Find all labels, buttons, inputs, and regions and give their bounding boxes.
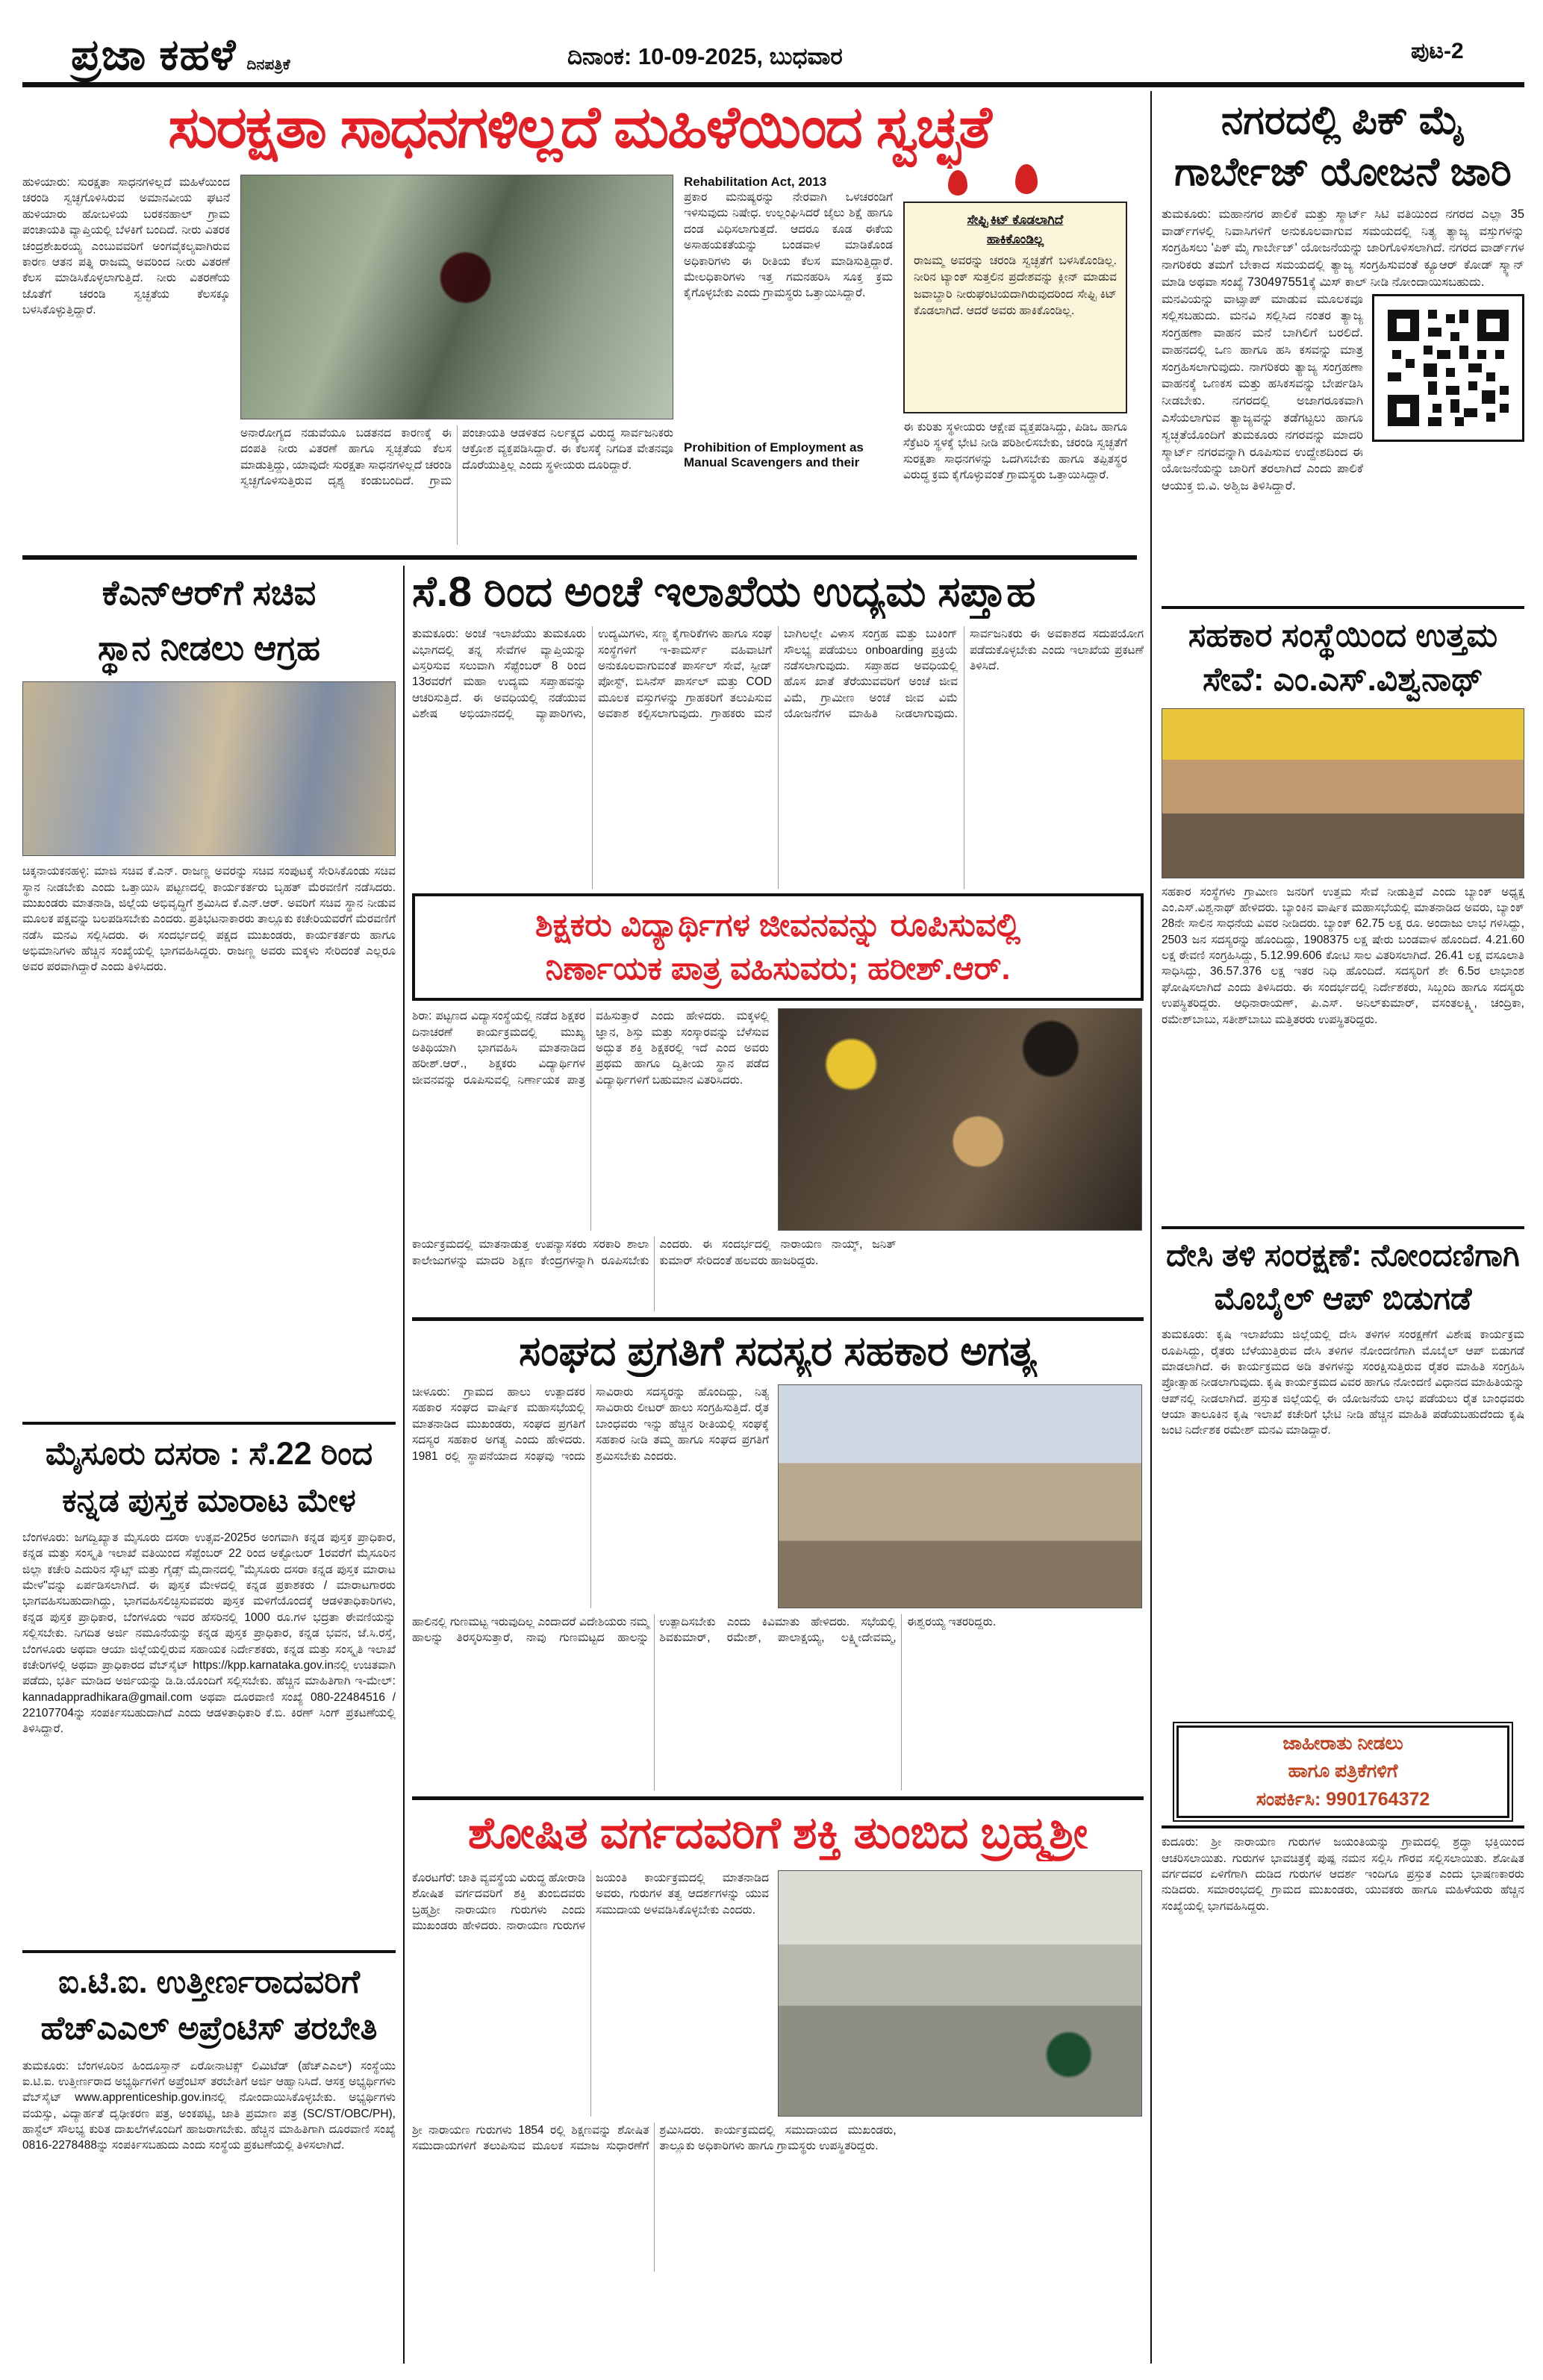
- article-postal: [412, 566, 1144, 889]
- sangha-body-bottom: ಹಾಲಿನಲ್ಲಿ ಗುಣಮಟ್ಟ ಇರುವುದಿಲ್ಲ ಎಂದಾದರೆ ವಿದೇಶಿಯರು ನಮ್ಮ ಹಾಲನ್ನು ತಿರಸ್ಕರಿಸುತ್ತಾರೆ, ನಾವು ಗುಣಮಟ್ಟದ ಹಾಲನ್ನು ಉತ್ಪಾದಿಸಬೇಕು ಎಂದು ಕಿವಿಮಾತು ಹೇಳಿದರು. ಸಭೆಯಲ್ಲಿ ಶಿವಕುಮಾರ್, ರಮೇಶ್, ಪಾಲಾಕ್ಷಯ್ಯ, ಲಕ್ಷ್ಮೀದೇವಮ್ಮ, ಈಶ್ವರಯ್ಯ ಇತರರಿದ್ದರು.: [412, 1616, 997, 1645]
- article-knr: [22, 566, 396, 1416]
- sangha-body-left: ಚೀಳೂರು: ಗ್ರಾಮದ ಹಾಲು ಉತ್ಪಾದಕರ ಸಹಕಾರ ಸಂಘದ ವಾರ್ಷಿಕ ಮಹಾಸಭೆಯಲ್ಲಿ ಮಾತನಾಡಿದ ಮುಖಂಡರು, ಸಂಘದ ಪ್ರಗತಿಗೆ ಸದಸ್ಯರ ಸಹಕಾರ ಅಗತ್ಯ ಎಂದು ಹೇಳಿದರು. 1981 ರಲ್ಲಿ ಸ್ಥಾಪನೆಯಾದ ಸಂಘವು ಇಂದು ಸಾವಿರಾರು ಸದಸ್ಯರನ್ನು ಹೊಂದಿದ್ದು, ನಿತ್ಯ ಸಾವಿರಾರು ಲೀಟರ್ ಹಾಲು ಸಂಗ್ರಹಿಸುತ್ತಿದೆ. ರೈತ ಬಾಂಧವರು ಇನ್ನು ಹೆಚ್ಚಿನ ರೀತಿಯಲ್ಲಿ ಸಂಘಕ್ಕೆ ಸಹಕಾರ ನೀಡಿ ತಮ್ಮ ಹಾಗೂ ಸಂಘದ ಪ್ರಗತಿಗೆ ಶ್ರಮಿಸಬೇಕು ಎಂದರು.: [412, 1386, 769, 1463]
- infobox-title-line2: ಹಾಕಿಕೊಂಡಿಲ್ಲ: [986, 231, 1044, 246]
- left-column: [22, 566, 396, 2379]
- article-coop: [1162, 606, 1524, 1222]
- masthead: [71, 30, 290, 81]
- edition-date: ದಿನಾಂಕ: 10-09-2025, ಬುಧವಾರ: [567, 43, 843, 69]
- lead-body-col5: ಈ ಕುರಿತು ಸ್ಥಳೀಯರು ಆಕ್ಷೇಪ ವ್ಯಕ್ತಪಡಿಸಿದ್ದು, ಪಿಡಿಒ ಹಾಗೂ ಸೆಕ್ರೆಟರಿ ಸ್ಥಳಕ್ಕೆ ಭೇಟಿ ನೀಡಿ ಪರಿಶೀಲಿಸಬೇಕು, ಚರಂಡಿ ಸ್ವಚ್ಛತೆಗೆ ಸುರಕ್ಷತಾ ಸಾಧನಗಳನ್ನು ಒದಗಿಸಬೇಕು ಹಾಗೂ ತಪ್ಪಿತಸ್ಥರ ವಿರುದ್ಧ ಕ್ರಮ ಕೈಗೊಳ್ಳುವಂತೆ ಗ್ರಾಮಸ್ಥರು ಒತ್ತಾಯಿಸಿದ್ದಾರೆ.: [903, 421, 1127, 482]
- pickmy-body2: ಮನವಿಯನ್ನು ವಾಟ್ಸಾಪ್ ಮಾಡುವ ಮೂಲಕವೂ ಸಲ್ಲಿಸಬಹುದು. ಮನವಿ ಸಲ್ಲಿಸಿದ ನಂತರ ತ್ಯಾಜ್ಯ ಸಂಗ್ರಹಣಾ ವಾಹನ ಮನೆ ಬಾಗಿಲಿಗೆ ಬರಲಿದೆ. ವಾಹನದಲ್ಲಿ ಒಣ ಹಾಗೂ ಹಸಿ ಕಸವನ್ನು ಮಾತ್ರ ಸಂಗ್ರಹಿಸಲಾಗುವುದು. ನಾಗರಿಕರು ತ್ಯಾಜ್ಯ ಸಂಗ್ರಹಣಾ ವಾಹನಕ್ಕೆ ಒಣಕಸ ಮತ್ತು ಹಸಿಕಸವನ್ನು ಬೇರ್ಪಡಿಸಿ ನೀಡಬೇಕು. ನಗರದಲ್ಲಿ ಅಜಾಗರೂಕವಾಗಿ ಎಸೆಯಲಾಗುವ ತ್ಯಾಜ್ಯವನ್ನು ತಡೆಗಟ್ಟಲು ಹಾಗೂ ಸ್ವಚ್ಛತೆಯೊಂದಿಗೆ ತುಮಕೂರು ನಗರವನ್ನು ಮಾದರಿ ಸ್ಮಾರ್ಟ್ ನಗರವನ್ನಾಗಿ ರೂಪಿಸುವ ಉದ್ದೇಶದಿಂದ ಈ ಯೋಜನೆಯನ್ನು ಜಾರಿಗೆ ತರಲಾಗಿದೆ ಎಂದು ಪಾಲಿಕೆ ಆಯುಕ್ತ ಬಿ.ವಿ. ಅಶ್ವಿಜ ತಿಳಿಸಿದ್ದಾರೆ.: [1162, 292, 1363, 493]
- coop-headline: ಸಹಕಾರ ಸಂಸ್ಥೆಯಿಂದ ಉತ್ತಮ ಸೇವೆ: ಎಂ.ಎಸ್.ವಿಶ್ವನಾಥ್: [1188, 616, 1498, 699]
- article-teachers: [412, 1008, 1144, 1231]
- article-brahma: [412, 1796, 1144, 2272]
- brahma-headline: ಶೋಷಿತ ವರ್ಗದವರಿಗೆ ಶಕ್ತಿ ತುಂಬಿದ ಬ್ರಹ್ಮಶ್ರೀ: [467, 1808, 1088, 1858]
- lead-english-act: Rehabilitation Act, 2013: [684, 175, 827, 189]
- knr-headline: ಕೆಎನ್‌ಆರ್‌ಗೆ ಸಚಿವ ಸ್ಥಾನ ನೀಡಲು ಆಗ್ರಹ: [97, 573, 321, 667]
- masthead-rule: [22, 82, 1524, 87]
- postal-headline: ಸೆ.8 ರಿಂದ ಅಂಚೆ ಇಲಾಖೆಯ ಉದ್ಯಮ ಸಪ್ತಾಹ: [412, 568, 1036, 616]
- infobox-title-line1: ಸೇಫ್ಟಿ ಕಿಟ್ ಕೊಡಲಾಗಿದೆ: [967, 213, 1064, 227]
- desi-headline: ದೇಸಿ ತಳಿ ಸಂರಕ್ಷಣೆ: ನೋಂದಣಿಗಾಗಿ ಮೊಬೈಲ್ ಆಪ್ ಬಿಡುಗಡೆ: [1166, 1237, 1520, 1317]
- advertisement-box: [1176, 1725, 1509, 1818]
- teachers-body-bottom: ಕಾರ್ಯಕ್ರಮದಲ್ಲಿ ಮಾತನಾಡುತ್ತ ಉಪನ್ಯಾಸಕರು ಸರಕಾರಿ ಶಾಲಾ ಕಾಲೇಜುಗಳನ್ನು ಮಾದರಿ ಶಿಕ್ಷಣ ಕೇಂದ್ರಗಳನ್ನಾಗಿ ರೂಪಿಸಬೇಕು ಎಂದರು. ಈ ಸಂದರ್ಭದಲ್ಲಿ ನಾರಾಯಣ ನಾಯ್ಕ್, ಜನಿತ್ ಕುಮಾರ್ ಸೇರಿದಂತೆ ಹಲವರು ಹಾಜರಿದ್ದರು.: [412, 1238, 897, 1267]
- qr-code: [1372, 294, 1524, 442]
- iti-body: ತುಮಕೂರು: ಬೆಂಗಳೂರಿನ ಹಿಂದೂಸ್ತಾನ್ ಏರೋನಾಟಿಕ್ಸ್ ಲಿಮಿಟೆಡ್ (ಹೆಚ್‌ಎಎಲ್) ಸಂಸ್ಥೆಯು ಐ.ಟಿ.ಐ. ಉತ್ತೀರ್ಣರಾದ ಅಭ್ಯರ್ಥಿಗಳಿಗೆ ಅಪ್ರೆಂಟಿಸ್ ತರಬೇತಿಗೆ ಅರ್ಜಿ ಆಹ್ವಾನಿಸಿದೆ. ಆಸಕ್ತ ಅಭ್ಯರ್ಥಿಗಳು ವೆಬ್‌ಸೈಟ್ www.apprenticeship.gov.inನಲ್ಲಿ ನೋಂದಾಯಿಸಿಕೊಳ್ಳಬೇಕು. ಅಭ್ಯರ್ಥಿಗಳು ವಯಸ್ಸು, ವಿದ್ಯಾರ್ಹತೆ ದೃಢೀಕರಣ ಪತ್ರ, ಅಂಕಪಟ್ಟಿ, ಜಾತಿ ಪ್ರಮಾಣ ಪತ್ರ (SC/ST/OBC/PH), ಹಾಸ್ಟೆಲ್ ಸೌಲಭ್ಯ ಕುರಿತ ದಾಖಲೆಗಳೊಂದಿಗೆ ಹಾಜರಾಗಬೇಕು. ಹೆಚ್ಚಿನ ಮಾಹಿತಿಗಾಗಿ ದೂರವಾಣಿ ಸಂಖ್ಯೆ 0816-2278488ನ್ನು ಸಂಪರ್ಕಿಸಬಹುದು ಎಂದು ಸಂಸ್ಥೆಯ ಪ್ರಕಟಣೆಯಲ್ಲಿ ತಿಳಿಸಲಾಗಿದೆ.: [22, 2059, 396, 2152]
- section-rule: [22, 555, 1137, 560]
- red-drop-decoration: [948, 170, 967, 196]
- procession-crowd-photo: [22, 681, 396, 856]
- column-divider: [1150, 91, 1152, 2364]
- lead-body-col1: ಹುಳಿಯಾರು: ಸುರಕ್ಷತಾ ಸಾಧನಗಳಿಲ್ಲದೆ ಮಹಿಳೆಯಿಂದ ಚರಂಡಿ ಸ್ವಚ್ಛಗೊಳಿಸಿರುವ ಅಮಾನವೀಯ ಘಟನೆ ಹುಳಿಯಾರು ಹೋಬಳಿಯ ಬರಕನಹಾಲ್ ಗ್ರಾಮ ಪಂಚಾಯತಿ ವ್ಯಾಪ್ತಿಯಲ್ಲಿ ಬೆಳಕಿಗೆ ಬಂದಿದೆ. ನೀರು ವಿತರಕ ಚಂದ್ರಶೇಖರಯ್ಯ ಎಂಬುವವರಿಗೆ ಅಂಗವೈಕಲ್ಯವಾಗಿರುವ ಕಾರಣ ಆತನ ಪತ್ನಿ ರಾಜಮ್ಮ ಅವರಿಂದ ನೀರು ವಿತರಣೆ ಕೆಲಸ ಮಾಡಿಸಿಕೊಳ್ಳಲಾಗುತ್ತಿದೆ. ನೀರು ವಿತರಣೆಯ ಜೊತೆಗೆ ಚರಂಡಿ ಸ್ವಚ್ಛತೆಯ ಕೆಲಸಕ್ಕೂ ಬಳಸಿಕೊಳ್ಳುತ್ತಿದ್ದಾರೆ.: [22, 176, 230, 316]
- article-sangha: [412, 1317, 1144, 1790]
- dasara-body: ಬೆಂಗಳೂರು: ಜಗದ್ವಿಖ್ಯಾತ ಮೈಸೂರು ದಸರಾ ಉತ್ಸವ-2025ರ ಅಂಗವಾಗಿ ಕನ್ನಡ ಪುಸ್ತಕ ಪ್ರಾಧಿಕಾರ, ಕನ್ನಡ ಮತ್ತು ಸಂಸ್ಕೃತಿ ಇಲಾಖೆ ವತಿಯಿಂದ ಸೆಪ್ಟೆಂಬರ್ 22 ರಿಂದ ಅಕ್ಟೋಬರ್ 1ರವರೆಗೆ ಮೈಸೂರಿನ ಜಿಲ್ಲಾ ಕಚೇರಿ ಎದುರಿನ ಸ್ಕೌಟ್ಸ್ ಮತ್ತು ಗೈಡ್ಸ್ ಮೈದಾನದಲ್ಲಿ "ಮೈಸೂರು ದಸರಾ ಕನ್ನಡ ಪುಸ್ತಕ ಮಾರಾಟ ಮೇಳ"ವನ್ನು ಏರ್ಪಡಿಸಲಾಗಿದೆ. ಈ ಪುಸ್ತಕ ಮೇಳದಲ್ಲಿ ಕನ್ನಡ ಪ್ರಕಾಶಕರು / ಮಾರಾಟಗಾರರು ಭಾಗವಹಿಸಬಹುದಾಗಿದ್ದು, ಭಾಗವಹಿಸಲಿಚ್ಛಿಸುವವರು ಪುಸ್ತಕ ಮಳಿಗೆಯೊಂದಕ್ಕೆ ಆಡಳಿತಾಧಿಕಾರಿಗಳು, ಕನ್ನಡ ಪುಸ್ತಕ ಪ್ರಾಧಿಕಾರ, ಬೆಂಗಳೂರು ಇವರ ಹೆಸರಿನಲ್ಲಿ 1000 ರೂ.ಗಳ ಭದ್ರತಾ ಠೇವಣಿಯನ್ನು ಸಲ್ಲಿಸಬೇಕು. ನಿಗದಿತ ಅರ್ಜಿ ನಮೂನೆಯನ್ನು ಕನ್ನಡ ಪುಸ್ತಕ ಪ್ರಾಧಿಕಾರ, ಕನ್ನಡ ಭವನ, ಜೆ.ಸಿ.ರಸ್ತೆ, ಬೆಂಗಳೂರು ಅಥವಾ ಆಯಾ ಜಿಲ್ಲೆಯಲ್ಲಿರುವ ಸಹಾಯಕ ನಿರ್ದೇಶಕರು, ಕನ್ನಡ ಮತ್ತು ಸಂಸ್ಕೃತಿ ಇಲಾಖೆ ಕಚೇರಿಗಳಲ್ಲಿ ಅಥವಾ ಪ್ರಾಧಿಕಾರದ ವೆಬ್‌ಸೈಟ್ https://kpp.karnataka.gov.inನಲ್ಲಿ ಉಚಿತವಾಗಿ ಪಡೆದು, ಭರ್ತಿ ಮಾಡಿದ ಅರ್ಜಿಯನ್ನು ಡಿ.ಡಿ.ಯೊಂದಿಗೆ ಸಲ್ಲಿಸಬೇಕು. ಹೆಚ್ಚಿನ ಮಾಹಿತಿಗಾಗಿ ಇ-ಮೇಲ್: kannadappradhikara@gmail.com ಅಥವಾ ದೂರವಾಣಿ ಸಂಖ್ಯೆ 080-22484516 / 22107704ನ್ನು ಸಂಪರ್ಕಿಸಬಹುದಾಗಿದೆ ಎಂದು ಆಡಳಿತಾಧಿಕಾರಿ ಕೆ.ಬಿ. ಕಿರಣ್ ಸಿಂಗ್ ಪ್ರಕಟಣೆಯಲ್ಲಿ ತಿಳಿಸಿದ್ದಾರೆ.: [22, 1531, 396, 1736]
- dasara-headline: ಮೈಸೂರು ದಸರಾ : ಸೆ.22 ರಿಂದ ಕನ್ನಡ ಪುಸ್ತಕ ಮಾರಾಟ ಮೇಳ: [45, 1436, 373, 1519]
- infobox-body: ರಾಜಮ್ಮ ಅವರನ್ನು ಚರಂಡಿ ಸ್ವಚ್ಛತೆಗೆ ಬಳಸಿಕೊಂಡಿಲ್ಲ. ನೀರಿನ ಟ್ಯಾಂಕ್ ಸುತ್ತಲಿನ ಪ್ರದೇಶವನ್ನು ಕ್ಲೀನ್ ಮಾಡುವ ಜವಾಬ್ದಾರಿ ನೀರುಘಂಟಿಯದಾಗಿರುವುದರಿಂದ ಸೇಫ್ಟಿ ಕಿಟ್ ಕೊಡಲಾಗಿದೆ. ಆದರೆ ಅವರು ಹಾಕಿಕೊಂಡಿಲ್ಲ.: [914, 254, 1117, 318]
- brahma-body-left: ಕೊರಟಗೆರೆ: ಜಾತಿ ವ್ಯವಸ್ಥೆಯ ವಿರುದ್ಧ ಹೋರಾಡಿ ಶೋಷಿತ ವರ್ಗದವರಿಗೆ ಶಕ್ತಿ ತುಂಬಿದವರು ಬ್ರಹ್ಮಶ್ರೀ ನಾರಾಯಣ ಗುರುಗಳು ಎಂದು ಮುಖಂಡರು ಹೇಳಿದರು. ನಾರಾಯಣ ಗುರುಗಳ ಜಯಂತಿ ಕಾರ್ಯಕ್ರಮದಲ್ಲಿ ಮಾತನಾಡಿದ ಅವರು, ಗುರುಗಳ ತತ್ವ ಆದರ್ಶಗಳನ್ನು ಯುವ ಸಮುದಾಯ ಅಳವಡಿಸಿಕೊಳ್ಳಬೇಕು ಎಂದರು.: [412, 1871, 769, 1932]
- cooperative-meeting-photo: [1162, 708, 1524, 878]
- coop-body: ಸಹಕಾರ ಸಂಸ್ಥೆಗಳು ಗ್ರಾಮೀಣ ಜನರಿಗೆ ಉತ್ತಮ ಸೇವೆ ನೀಡುತ್ತಿವೆ ಎಂದು ಬ್ಯಾಂಕ್ ಅಧ್ಯಕ್ಷ ಎಂ.ಎಸ್.ವಿಶ್ವನಾಥ್ ಹೇಳಿದರು. ಬ್ಯಾಂಕಿನ ವಾರ್ಷಿಕ ಮಹಾಸಭೆಯಲ್ಲಿ ಮಾತನಾಡಿದ ಅವರು, ಬ್ಯಾಂಕ್ 28ನೇ ಸಾಲಿನ ಸಾಧನೆಯ ವಿವರ ನೀಡಿದರು. ಬ್ಯಾಂಕ್ 62.75 ಲಕ್ಷ ರೂ. ಅಂದಾಜು ಲಾಭ ಗಳಿಸಿದ್ದು, 2503 ಜನ ಸದಸ್ಯರನ್ನು ಹೊಂದಿದ್ದು, 1908375 ಲಕ್ಷ ಷೇರು ಬಂಡವಾಳ ಹೊಂದಿದೆ. 4.21.60 ಲಕ್ಷ ಠೇವಣಿ ಸಂಗ್ರಹಿಸಿದ್ದು, 5.12.99.606 ಕೋಟಿ ಸಾಲ ವಿತರಿಸಲಾಗಿದೆ. 26.41 ಲಕ್ಷ ವಸೂಲಾತಿ ಸಾಧಿಸಿದ್ದು, 36.57.376 ಲಕ್ಷ ಇತರ ನಿಧಿ ಹೊಂದಿದೆ. ಸದಸ್ಯರಿಗೆ ಶೇ 6.5ರ ಲಾಭಾಂಶ ಘೋಷಿಸಲಾಗಿದೆ ಎಂದು ತಿಳಿಸಿದರು. ಈ ಸಂದರ್ಭದಲ್ಲಿ ನಿರ್ದೇಶಕರು, ಸಿಬ್ಬಂದಿ ಹಾಗೂ ಸದಸ್ಯರು ಉಪಸ್ಥಿತರಿದ್ದರು. ಆಧಿನಾರಾಯಣ್, ಪಿ.ಎಸ್. ಅನಿಲ್‌ಕುಮಾರ್, ವಸಂತಲಕ್ಷ್ಮಿ, ಚಂದ್ರಿಕಾ, ರಮೇಶ್‌ಬಾಬು, ಸತೀಶ್‌ಬಾಬು ಮತ್ತಿತರರು ಉಪಸ್ಥಿತರಿದ್ದರು.: [1162, 885, 1524, 1026]
- brahma-event-photo: [778, 1870, 1142, 2117]
- article-iti: [22, 1950, 396, 2379]
- postal-body: ತುಮಕೂರು: ಅಂಚೆ ಇಲಾಖೆಯು ತುಮಕೂರು ವಿಭಾಗದಲ್ಲಿ ತನ್ನ ಸೇವೆಗಳ ವ್ಯಾಪ್ತಿಯನ್ನು ವಿಸ್ತರಿಸುವ ಸಲುವಾಗಿ ಸೆಪ್ಟೆಂಬರ್ 8 ರಿಂದ 13ರವರೆಗೆ ಮಹಾ ಉದ್ಯಮ ಸಪ್ತಾಹವನ್ನು ಆಚರಿಸುತ್ತಿದೆ. ಈ ಅವಧಿಯಲ್ಲಿ ನಡೆಯುವ ವಿಶೇಷ ಅಭಿಯಾನದಲ್ಲಿ ವ್ಯಾಪಾರಿಗಳು, ಉದ್ಯಮಿಗಳು, ಸಣ್ಣ ಕೈಗಾರಿಕೆಗಳು ಹಾಗೂ ಸಂಘ ಸಂಸ್ಥೆಗಳಿಗೆ ಇ-ಕಾಮರ್ಸ್ ವಹಿವಾಟಿಗೆ ಅನುಕೂಲವಾಗುವಂತೆ ಪಾರ್ಸಲ್ ಸೇವೆ, ಸ್ಪೀಡ್ ಪೋಸ್ಟ್, ಬಿಸಿನೆಸ್ ಪಾರ್ಸಲ್ ಮತ್ತು COD ಮೂಲಕ ವಸ್ತುಗಳನ್ನು ಗ್ರಾಹಕರಿಗೆ ತಲುಪಿಸುವ ಅವಕಾಶ ಕಲ್ಪಿಸಲಾಗುವುದು. ಗ್ರಾಹಕರು ಮನೆ ಬಾಗಿಲಲ್ಲೇ ವಿಳಾಸ ಸಂಗ್ರಹ ಮತ್ತು ಬುಕಿಂಗ್ ಸೌಲಭ್ಯ ಪಡೆಯಲು onboarding ಪ್ರಕ್ರಿಯೆ ನಡೆಸಲಾಗುವುದು. ಸಪ್ತಾಹದ ಅವಧಿಯಲ್ಲಿ ಹೊಸ ಖಾತೆ ತೆರೆಯುವವರಿಗೆ ಅಂಚೆ ಜೀವ ವಿಮೆ, ಗ್ರಾಮೀಣ ಅಂಚೆ ಜೀವ ವಿಮೆ ಯೋಜನೆಗಳ ಮಾಹಿತಿ ನೀಡಲಾಗುವುದು. ಸಾರ್ವಜನಿಕರು ಈ ಅವಕಾಶದ ಸದುಪಯೋಗ ಪಡೆದುಕೊಳ್ಳಬೇಕು ಎಂದು ಇಲಾಖೆಯ ಪ್ರಕಟಣೆ ತಿಳಿಸಿದೆ.: [412, 628, 1144, 721]
- sangha-headline: ಸಂಘದ ಪ್ರಗತಿಗೆ ಸದಸ್ಯರ ಸಹಕಾರ ಅಗತ್ಯ: [518, 1328, 1037, 1375]
- brahma-body-right: ಕುದೂರು: ಶ್ರೀ ನಾರಾಯಣ ಗುರುಗಳ ಜಯಂತಿಯನ್ನು ಗ್ರಾಮದಲ್ಲಿ ಶ್ರದ್ಧಾ ಭಕ್ತಿಯಿಂದ ಆಚರಿಸಲಾಯಿತು. ಗುರುಗಳ ಭಾವಚಿತ್ರಕ್ಕೆ ಪುಷ್ಪ ನಮನ ಸಲ್ಲಿಸಿ ಗೌರವ ಸಲ್ಲಿಸಲಾಯಿತು. ಶೋಷಿತ ವರ್ಗದವರ ಏಳಿಗೆಗಾಗಿ ದುಡಿದ ಗುರುಗಳ ಆದರ್ಶ ಇಂದಿಗೂ ಪ್ರಸ್ತುತ ಎಂದು ಭಾಷಣಕಾರರು ನುಡಿದರು. ಸಮಾರಂಭದಲ್ಲಿ ಗ್ರಾಮದ ಮುಖಂಡರು, ಯುವಕರು ಹಾಗೂ ಮಹಿಳೆಯರು ಹೆಚ್ಚಿನ ಸಂಖ್ಯೆಯಲ್ಲಿ ಭಾಗವಹಿಸಿದ್ದರು.: [1162, 1836, 1524, 1913]
- right-column: [1162, 91, 1524, 2305]
- article-brahma-right: [1162, 1825, 1524, 2305]
- article-teachers-headline-box: [412, 893, 1144, 1001]
- teachers-body-left: ಶಿರಾ: ಪಟ್ಟಣದ ವಿದ್ಯಾಸಂಸ್ಥೆಯಲ್ಲಿ ನಡೆದ ಶಿಕ್ಷಕರ ದಿನಾಚರಣೆ ಕಾರ್ಯಕ್ರಮದಲ್ಲಿ ಮುಖ್ಯ ಅತಿಥಿಯಾಗಿ ಭಾಗವಹಿಸಿ ಮಾತನಾಡಿದ ಹರೀಶ್.ಆರ್., ಶಿಕ್ಷಕರು ವಿದ್ಯಾರ್ಥಿಗಳ ಜೀವನವನ್ನು ರೂಪಿಸುವಲ್ಲಿ ನಿರ್ಣಾಯಕ ಪಾತ್ರ ವಹಿಸುತ್ತಾರೆ ಎಂದು ಹೇಳಿದರು. ಮಕ್ಕಳಲ್ಲಿ ಜ್ಞಾನ, ಶಿಸ್ತು ಮತ್ತು ಸಂಸ್ಕಾರವನ್ನು ಬೆಳೆಸುವ ಅದ್ಭುತ ಶಕ್ತಿ ಶಿಕ್ಷಕರಲ್ಲಿ ಇದೆ ಎಂದ ಅವರು ಪ್ರಥಮ ಹಾಗೂ ದ್ವಿತೀಯ ಸ್ಥಾನ ಪಡೆದ ವಿದ್ಯಾರ್ಥಿಗಳಿಗೆ ಬಹುಮಾನ ವಿತರಿಸಿದರು.: [412, 1010, 769, 1087]
- ad-line2: ಹಾಗೂ ಪತ್ರಿಕೆಗಳಿಗೆ: [1288, 1761, 1398, 1782]
- knr-body: ಚಿಕ್ಕನಾಯಕನಹಳ್ಳಿ: ಮಾಜಿ ಸಚಿವ ಕೆ.ಎನ್. ರಾಜಣ್ಣ ಅವರನ್ನು ಸಚಿವ ಸಂಪುಟಕ್ಕೆ ಸೇರಿಸಿಕೊಂಡು ಸಚಿವ ಸ್ಥಾನ ನೀಡಬೇಕು ಎಂದು ಒತ್ತಾಯಿಸಿ ಪಟ್ಟಣದಲ್ಲಿ ಕಾರ್ಯಕರ್ತರು ಬೃಹತ್ ಮೆರವಣಿಗೆ ನಡೆಸಿದರು. ಮುಖಂಡರು ಮಾತನಾಡಿ, ಜಿಲ್ಲೆಯ ಅಭಿವೃದ್ಧಿಗೆ ಶ್ರಮಿಸಿದ ಕೆ.ಎನ್.ಆರ್. ಅವರಿಗೆ ಸಚಿವ ಸ್ಥಾನ ನೀಡುವ ಮೂಲಕ ಪಕ್ಷವನ್ನು ಬಲಪಡಿಸಬೇಕು ಎಂದರು. ಪ್ರತಿಭಟನಾಕಾರರು ತಾಲ್ಲೂಕು ಕಚೇರಿಯವರೆಗೆ ಮೆರವಣಿಗೆ ನಡೆಸಿ ಮನವಿ ಸಲ್ಲಿಸಿದರು. ಈ ಸಂದರ್ಭದಲ್ಲಿ ಪಕ್ಷದ ಮುಖಂಡರು, ಕಾರ್ಯಕರ್ತರು ಹಾಗೂ ಅಭಿಮಾನಿಗಳು ಹೆಚ್ಚಿನ ಸಂಖ್ಯೆಯಲ್ಲಿ ಭಾಗವಹಿಸಿದ್ದರು. ರಾಜಣ್ಣ ಅವರು ಮಕ್ಕಳು ಸೇರಿದಂತೆ ಎಲ್ಲರೂ ಅವರ ಪರವಾಗಿದ್ದಾರೆ ಎಂದು ತಿಳಿಸಿದರು.: [22, 865, 396, 974]
- ad-line1: ಜಾಹೀರಾತು ನೀಡಲು: [1282, 1732, 1403, 1754]
- ad-line3: ಸಂಪರ್ಕಿಸಿ: 9901764372: [1256, 1788, 1430, 1810]
- lead-headline: ಸುರಕ್ಷತಾ ಸಾಧನಗಳಿಲ್ಲದೆ ಮಹಿಳೆಯಿಂದ ಸ್ವಚ್ಛತೆ: [168, 94, 991, 160]
- article-dasara: [22, 1422, 396, 1944]
- newspaper-logo-subtitle: ದಿನಪತ್ರಿಕೆ: [246, 57, 290, 73]
- desi-body: ತುಮಕೂರು: ಕೃಷಿ ಇಲಾಖೆಯು ಜಿಲ್ಲೆಯಲ್ಲಿ ದೇಸಿ ತಳಿಗಳ ಸಂರಕ್ಷಣೆಗೆ ವಿಶೇಷ ಕಾರ್ಯಕ್ರಮ ರೂಪಿಸಿದ್ದು, ರೈತರು ಬೆಳೆಯುತ್ತಿರುವ ದೇಸಿ ತಳಿಗಳ ನೋಂದಣಿಗಾಗಿ ಮೊಬೈಲ್ ಆಪ್ ಬಿಡುಗಡೆ ಮಾಡಲಾಗಿದೆ. ಈ ಕಾರ್ಯಕ್ರಮದ ಅಡಿ ತಳಿಗಳನ್ನು ಸಂರಕ್ಷಿಸುತ್ತಿರುವ ರೈತರ ಮಾಹಿತಿ ಸಂಗ್ರಹಿಸಿ ಪ್ರೋತ್ಸಾಹ ನೀಡಲಾಗುವುದು. ಕೃಷಿ ಕಾರ್ಯಕ್ರಮದ ವಿವರ ಹಾಗೂ ನೋಂದಣಿ ವಿಧಾನದ ಮಾಹಿತಿಯನ್ನು ಆಪ್‌ನಲ್ಲಿ ನೀಡಲಾಗಿದೆ. ಪ್ರಸ್ತುತ ಜಿಲ್ಲೆಯಲ್ಲಿ ಈ ಯೋಜನೆಯ ಲಾಭ ಪಡೆಯಲು ರೈತ ಬಾಂಧವರು ಆಯಾ ತಾಲೂಕಿನ ಕೃಷಿ ಇಲಾಖೆ ಕಚೇರಿಗೆ ಭೇಟಿ ನೀಡಿ ಹೆಚ್ಚಿನ ಮಾಹಿತಿ ಪಡೆಯಬಹುದೆಂದು ಕೃಷಿ ಜಂಟಿ ನಿರ್ದೇಶಕ ರಮೇಶ್ ಮನವಿ ಮಾಡಿದ್ದಾರೆ.: [1162, 1328, 1524, 1437]
- pickmy-headline: ನಗರದಲ್ಲಿ ಪಿಕ್ ಮೈ ಗಾರ್ಬೇಜ್ ಯೋಜನೆ ಜಾರಿ: [1174, 99, 1512, 194]
- red-drop-decoration: [1015, 164, 1038, 194]
- teachers-headline: ಶಿಕ್ಷಕರು ವಿದ್ಯಾರ್ಥಿಗಳ ಜೀವನವನ್ನು ರೂಪಿಸುವಲ್ಲಿ ನಿರ್ಣಾಯಕ ಪಾತ್ರ ವಹಿಸುವರು; ಹರೀಶ್.ಆರ್.: [535, 908, 1020, 987]
- teachers-day-stage-photo: [778, 1008, 1142, 1231]
- newspaper-logo: ಪ್ರಜಾ ಕಹಳೆ: [71, 31, 237, 79]
- brahma-body-bottom: ಶ್ರೀ ನಾರಾಯಣ ಗುರುಗಳು 1854 ರಲ್ಲಿ ಶಿಕ್ಷಣವನ್ನು ಶೋಷಿತ ಸಮುದಾಯಗಳಿಗೆ ತಲುಪಿಸುವ ಮೂಲಕ ಸಮಾಜ ಸುಧಾರಣೆಗೆ ಶ್ರಮಿಸಿದರು. ಕಾರ್ಯಕ್ರಮದಲ್ಲಿ ಸಮುದಾಯದ ಮುಖಂಡರು, ತಾಲ್ಲೂಕು ಅಧಿಕಾರಿಗಳು ಹಾಗೂ ಗ್ರಾಮಸ್ಥರು ಉಪಸ್ಥಿತರಿದ್ದರು.: [412, 2123, 897, 2153]
- pickmy-body1: ತುಮಕೂರು: ಮಹಾನಗರ ಪಾಲಿಕೆ ಮತ್ತು ಸ್ಮಾರ್ಟ್ ಸಿಟಿ ವತಿಯಿಂದ ನಗರದ ಎಲ್ಲಾ 35 ವಾರ್ಡ್‌ಗಳಲ್ಲಿ ನಿವಾಸಿಗಳಿಗೆ ಅನುಕೂಲವಾಗುವ ಸಮಯದಲ್ಲಿ ನಿತ್ಯ ತ್ಯಾಜ್ಯ ವಸ್ತುಗಳನ್ನು ಸಂಗ್ರಹಿಸಲು 'ಪಿಕ್ ಮೈ ಗಾರ್ಬೇಜ್' ಯೋಜನೆಯನ್ನು ಜಾರಿಗೊಳಿಸಲಾಗಿದೆ. ನಗರದ ವಾರ್ಡ್‌ಗಳ ನಾಗರಿಕರು ತಮಗೆ ಬೇಕಾದ ಸಮಯದಲ್ಲಿ ತ್ಯಾಜ್ಯ ಸಂಗ್ರಹಿಸುವಂತೆ ಕ್ಯೂಆರ್ ಕೋಡ್ ಸ್ಕ್ಯಾನ್ ಮಾಡಿ ಅಥವಾ ಸಂಖ್ಯೆ 730497551ಕ್ಕೆ ಮಿಸ್ ಕಾಲ್ ನೀಡಿ ನೋಂದಾಯಿಸಬಹುದು.: [1162, 207, 1524, 289]
- woman-cleaning-drain-photo: [240, 175, 673, 419]
- lead-body-col4: ಪ್ರಕಾರ ಮನುಷ್ಯರನ್ನು ನೇರವಾಗಿ ಒಳಚರಂಡಿಗೆ ಇಳಿಸುವುದು ನಿಷೇಧ. ಉಲ್ಲಂಘಿಸಿದರೆ ಜೈಲು ಶಿಕ್ಷೆ ಹಾಗೂ ದಂಡ ವಿಧಿಸಲಾಗುತ್ತದೆ. ಆದರೂ ಕೂಡ ಈಕೆಯ ಅಸಾಹಯಕತೆಯನ್ನು ಬಂಡವಾಳ ಮಾಡಿಕೊಂಡ ಅಧಿಕಾರಿಗಳು ಈ ರೀತಿಯ ಕೆಲಸ ಮಾಡಿಸುತ್ತಿದ್ದಾರೆ. ಮೇಲಧಿಕಾರಿಗಳು ಇತ್ತ ಗಮನಹರಿಸಿ ಸೂಕ್ತ ಕ್ರಮ ಕೈಗೊಳ್ಳಬೇಕು ಎಂದು ಗ್ರಾಮಸ್ಥರು ಒತ್ತಾಯಿಸಿದ್ದಾರೆ.: [684, 191, 893, 300]
- middle-column: [412, 566, 1144, 2272]
- article-desi: [1162, 1226, 1524, 1819]
- sangha-meeting-photo: [778, 1384, 1142, 1608]
- lead-body-col23: ಅನಾರೋಗ್ಯದ ನಡುವೆಯೂ ಬಡತನದ ಕಾರಣಕ್ಕೆ ಈ ದಂಪತಿ ನೀರು ವಿತರಣೆ ಹಾಗೂ ಸ್ವಚ್ಛತೆಯ ಕೆಲಸ ಮಾಡುತ್ತಿದ್ದು, ಯಾವುದೇ ಸುರಕ್ಷತಾ ಸಾಧನಗಳಿಲ್ಲದೆ ಚರಂಡಿ ಸ್ವಚ್ಛಗೊಳಿಸುತ್ತಿರುವ ದೃಶ್ಯ ಕಂಡುಬಂದಿದೆ. ಗ್ರಾಮ ಪಂಚಾಯತಿ ಆಡಳಿತದ ನಿರ್ಲಕ್ಷ್ಯದ ವಿರುದ್ಧ ಸಾರ್ವಜನಿಕರು ಆಕ್ರೋಶ ವ್ಯಕ್ತಪಡಿಸಿದ್ದಾರೆ. ಈ ಕೆಲಸಕ್ಕೆ ನಿಗದಿತ ವೇತನವೂ ದೊರೆಯುತ್ತಿಲ್ಲ ಎಂದು ಸ್ಥಳೀಯರು ದೂರಿದ್ದಾರೆ.: [240, 427, 673, 488]
- lead-english-prohibition: Prohibition of Employment as Manual Scavengers and their: [684, 440, 864, 469]
- page-number: ಪುಟ-2: [1411, 39, 1464, 63]
- safety-kit-infobox: [903, 202, 1127, 413]
- iti-headline: ಐ.ಟಿ.ಐ. ಉತ್ತೀರ್ಣರಾದವರಿಗೆ ಹೆಚ್‌ಎಎಲ್ ಅಪ್ರೆಂಟಿಸ್ ತರಬೇತಿ: [40, 1964, 378, 2047]
- column-divider: [403, 566, 405, 2364]
- article-pickmy: [1162, 96, 1524, 602]
- article-lead-story: [22, 91, 1136, 554]
